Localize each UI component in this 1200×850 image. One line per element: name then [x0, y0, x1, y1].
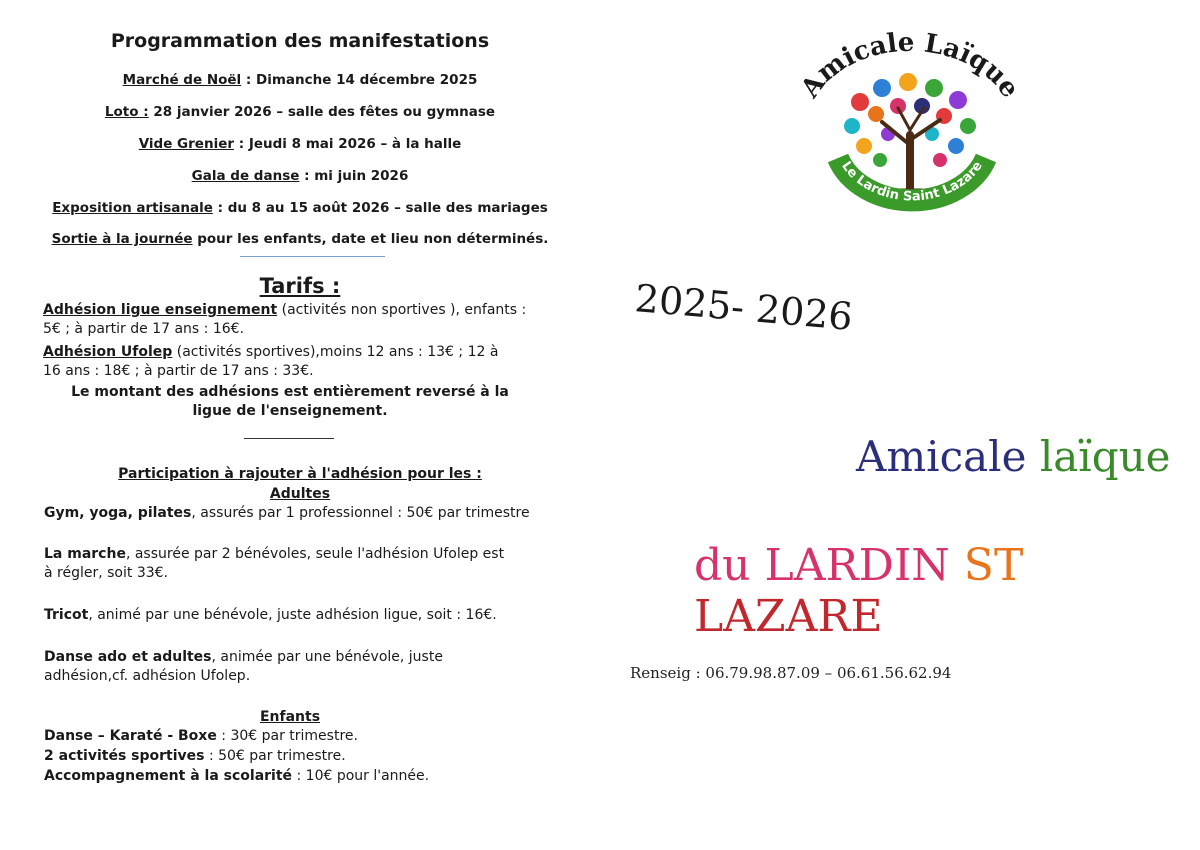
- activity-text: : 30€ par trimestre.: [216, 728, 358, 744]
- season-year: 2025- 2026: [633, 276, 855, 339]
- event-loto: [40, 104, 560, 120]
- programme-title: Programmation des manifestations: [110, 30, 490, 52]
- event-vide-grenier: [40, 136, 560, 152]
- tarifs-note: Le montant des adhésions est entièrement reversé à la ligue de l'enseignement.: [71, 384, 509, 419]
- event-label: Loto :: [104, 104, 149, 120]
- cover-title-line1: [856, 432, 1171, 481]
- tarif-text: (activités sportives),moins 12 ans : 13€ ; 12 à 16 ans : 18€ ; à partir de 17 ans : 33€.: [43, 344, 499, 379]
- event-detail: pour les enfants, date et lieu non déterminés.: [192, 231, 549, 247]
- title-word: du: [694, 540, 751, 591]
- logo-bottom-text: Le Lardin Saint Lazare: [838, 158, 986, 205]
- activity-text: , animé par une bénévole, juste adhésion ligue, soit : 16€.: [88, 607, 497, 623]
- event-gala-danse: [40, 168, 560, 184]
- title-word: laïque: [1039, 432, 1171, 481]
- activity-2-sportives: [44, 747, 544, 766]
- divider: [240, 256, 385, 257]
- tarif-label: Adhésion ligue enseignement: [43, 302, 278, 318]
- activity-tricot: [44, 606, 544, 625]
- divider: [244, 438, 334, 439]
- activity-label: Danse ado et adultes: [44, 649, 212, 665]
- event-marche-noel: [40, 72, 560, 88]
- event-label: Gala de danse: [191, 168, 300, 184]
- activity-danse: [44, 648, 524, 686]
- logo: [790, 30, 1030, 230]
- event-label: Exposition artisanale: [52, 200, 213, 216]
- activity-label: Danse – Karaté - Boxe: [44, 728, 217, 744]
- activity-marche: [44, 545, 514, 583]
- activity-label: 2 activités sportives: [44, 748, 205, 764]
- event-detail: 28 janvier 2026 – salle des fêtes ou gymnase: [148, 104, 496, 120]
- adultes-title: Adultes: [269, 486, 331, 502]
- activity-label: La marche: [44, 546, 126, 562]
- tree-trunk: [882, 108, 940, 190]
- tarif-ligue: [43, 301, 543, 339]
- title-word: Amicale: [856, 432, 1027, 481]
- activity-label: Tricot: [44, 607, 89, 623]
- event-detail: : Jeudi 8 mai 2026 – à la halle: [234, 136, 462, 152]
- activity-danse-karate: [44, 727, 544, 746]
- tarif-text: (activités non sportives ), enfants : 5€ ; à partir de 17 ans : 16€.: [43, 302, 527, 337]
- activity-text: , assurés par 1 professionnel : 50€ par trimestre: [191, 505, 530, 521]
- activity-text: : 50€ par trimestre.: [204, 748, 346, 764]
- enfants-title: Enfants: [259, 709, 321, 725]
- event-detail: : mi juin 2026: [299, 168, 409, 184]
- event-exposition: [40, 200, 560, 216]
- event-label: Vide Grenier: [138, 136, 235, 152]
- cover-title-line2: [694, 540, 1200, 642]
- activity-gym: [44, 504, 544, 523]
- activity-text: : 10€ pour l'année.: [292, 768, 430, 784]
- activity-scolarite: [44, 767, 544, 786]
- event-detail: : Dimanche 14 décembre 2025: [241, 72, 478, 88]
- tarifs-title: Tarifs :: [259, 274, 341, 298]
- participation-title: Participation à rajouter à l'adhésion pour les :: [118, 466, 482, 482]
- activity-label: Accompagnement à la scolarité: [44, 768, 293, 784]
- activity-text: , assurée par 2 bénévoles, seule l'adhésion Ufolep est à régler, soit 33€.: [44, 546, 505, 581]
- title-word: LARDIN: [764, 540, 950, 591]
- logo-arc-text: Amicale Laïque: [795, 30, 1025, 104]
- title-word: ST: [963, 540, 1024, 591]
- title-word: LAZARE: [694, 591, 883, 642]
- event-sortie: [40, 231, 560, 247]
- tarif-label: Adhésion Ufolep: [43, 344, 173, 360]
- event-label: Marché de Noël: [122, 72, 242, 88]
- tarif-ufolep: [43, 343, 513, 381]
- contact-phones: Renseig : 06.79.98.87.09 – 06.61.56.62.94: [630, 664, 952, 682]
- activity-text: , animée par une bénévole, juste adhésion,cf. adhésion Ufolep.: [44, 649, 443, 684]
- activity-label: Gym, yoga, pilates: [44, 505, 192, 521]
- event-detail: : du 8 au 15 août 2026 – salle des mariages: [212, 200, 548, 216]
- tree-of-hands-logo: [790, 30, 1030, 230]
- event-label: Sortie à la journée: [51, 231, 193, 247]
